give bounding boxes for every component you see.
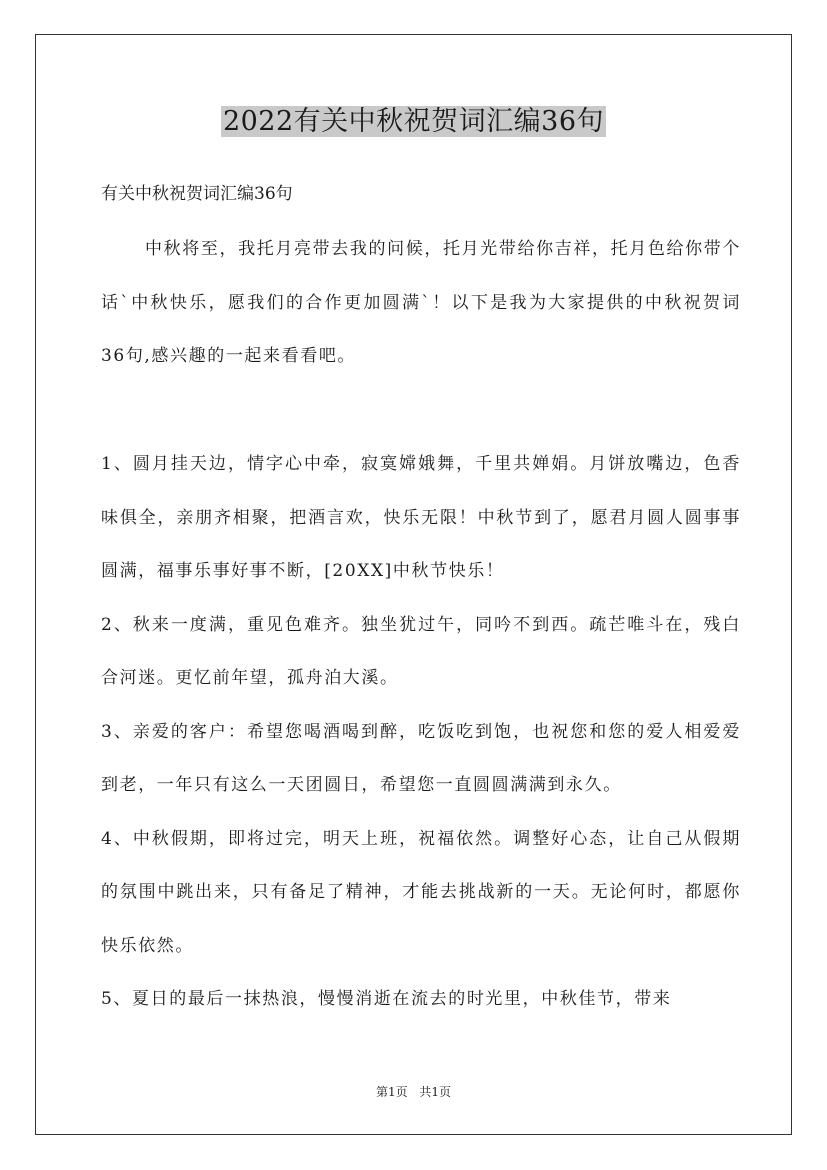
list-item: 3、亲爱的客户：希望您喝酒喝到醉，吃饭吃到饱，也祝您和您的爱人相爱爱到老，一年只有这么一天团圆日，希望您一直圆圆满满到永久。	[101, 721, 741, 795]
document-subtitle: 有关中秋祝贺词汇编36句	[101, 184, 293, 204]
page-number: 第1页	[375, 1085, 408, 1099]
list-item: 4、中秋假期，即将过完，明天上班，祝福依然。调整好心态，让自己从假期的氛围中跳出来，只有备足了精神，才能去挑战新的一天。无论何时，都愿你快乐依然。	[101, 828, 741, 956]
list-item: 1、圆月挂天边，情字心中牵，寂寞嫦娥舞，千里共婵娟。月饼放嘴边，色香味俱全，亲朋齐相聚，把酒言欢，快乐无限！中秋节到了，愿君月圆人圆事事圆满，福事乐事好事不断，[20XX]中秋节快乐！	[101, 454, 741, 581]
page-total: 共1页	[419, 1085, 452, 1099]
list-item: 2、秋来一度满，重见色难齐。独坐犹过午，同吟不到西。疏芒唯斗在，残白合河迷。更忆前年望，孤舟泊大溪。	[101, 614, 741, 688]
document-title	[0, 104, 827, 140]
document-title-text: 2022有关中秋祝贺词汇编36句	[222, 106, 605, 137]
intro-paragraph: 中秋将至，我托月亮带去我的问候，托月光带给你吉祥，托月色给你带个话`中秋快乐，愿我们的合作更加圆满`！以下是我为大家提供的中秋祝贺词36句,感兴趣的一起来看看吧。	[101, 239, 741, 366]
greetings-list	[101, 438, 741, 1027]
list-item: 5、夏日的最后一抹热浪，慢慢消逝在流去的时光里，中秋佳节，带来	[101, 989, 672, 1009]
page-footer	[0, 1083, 827, 1101]
